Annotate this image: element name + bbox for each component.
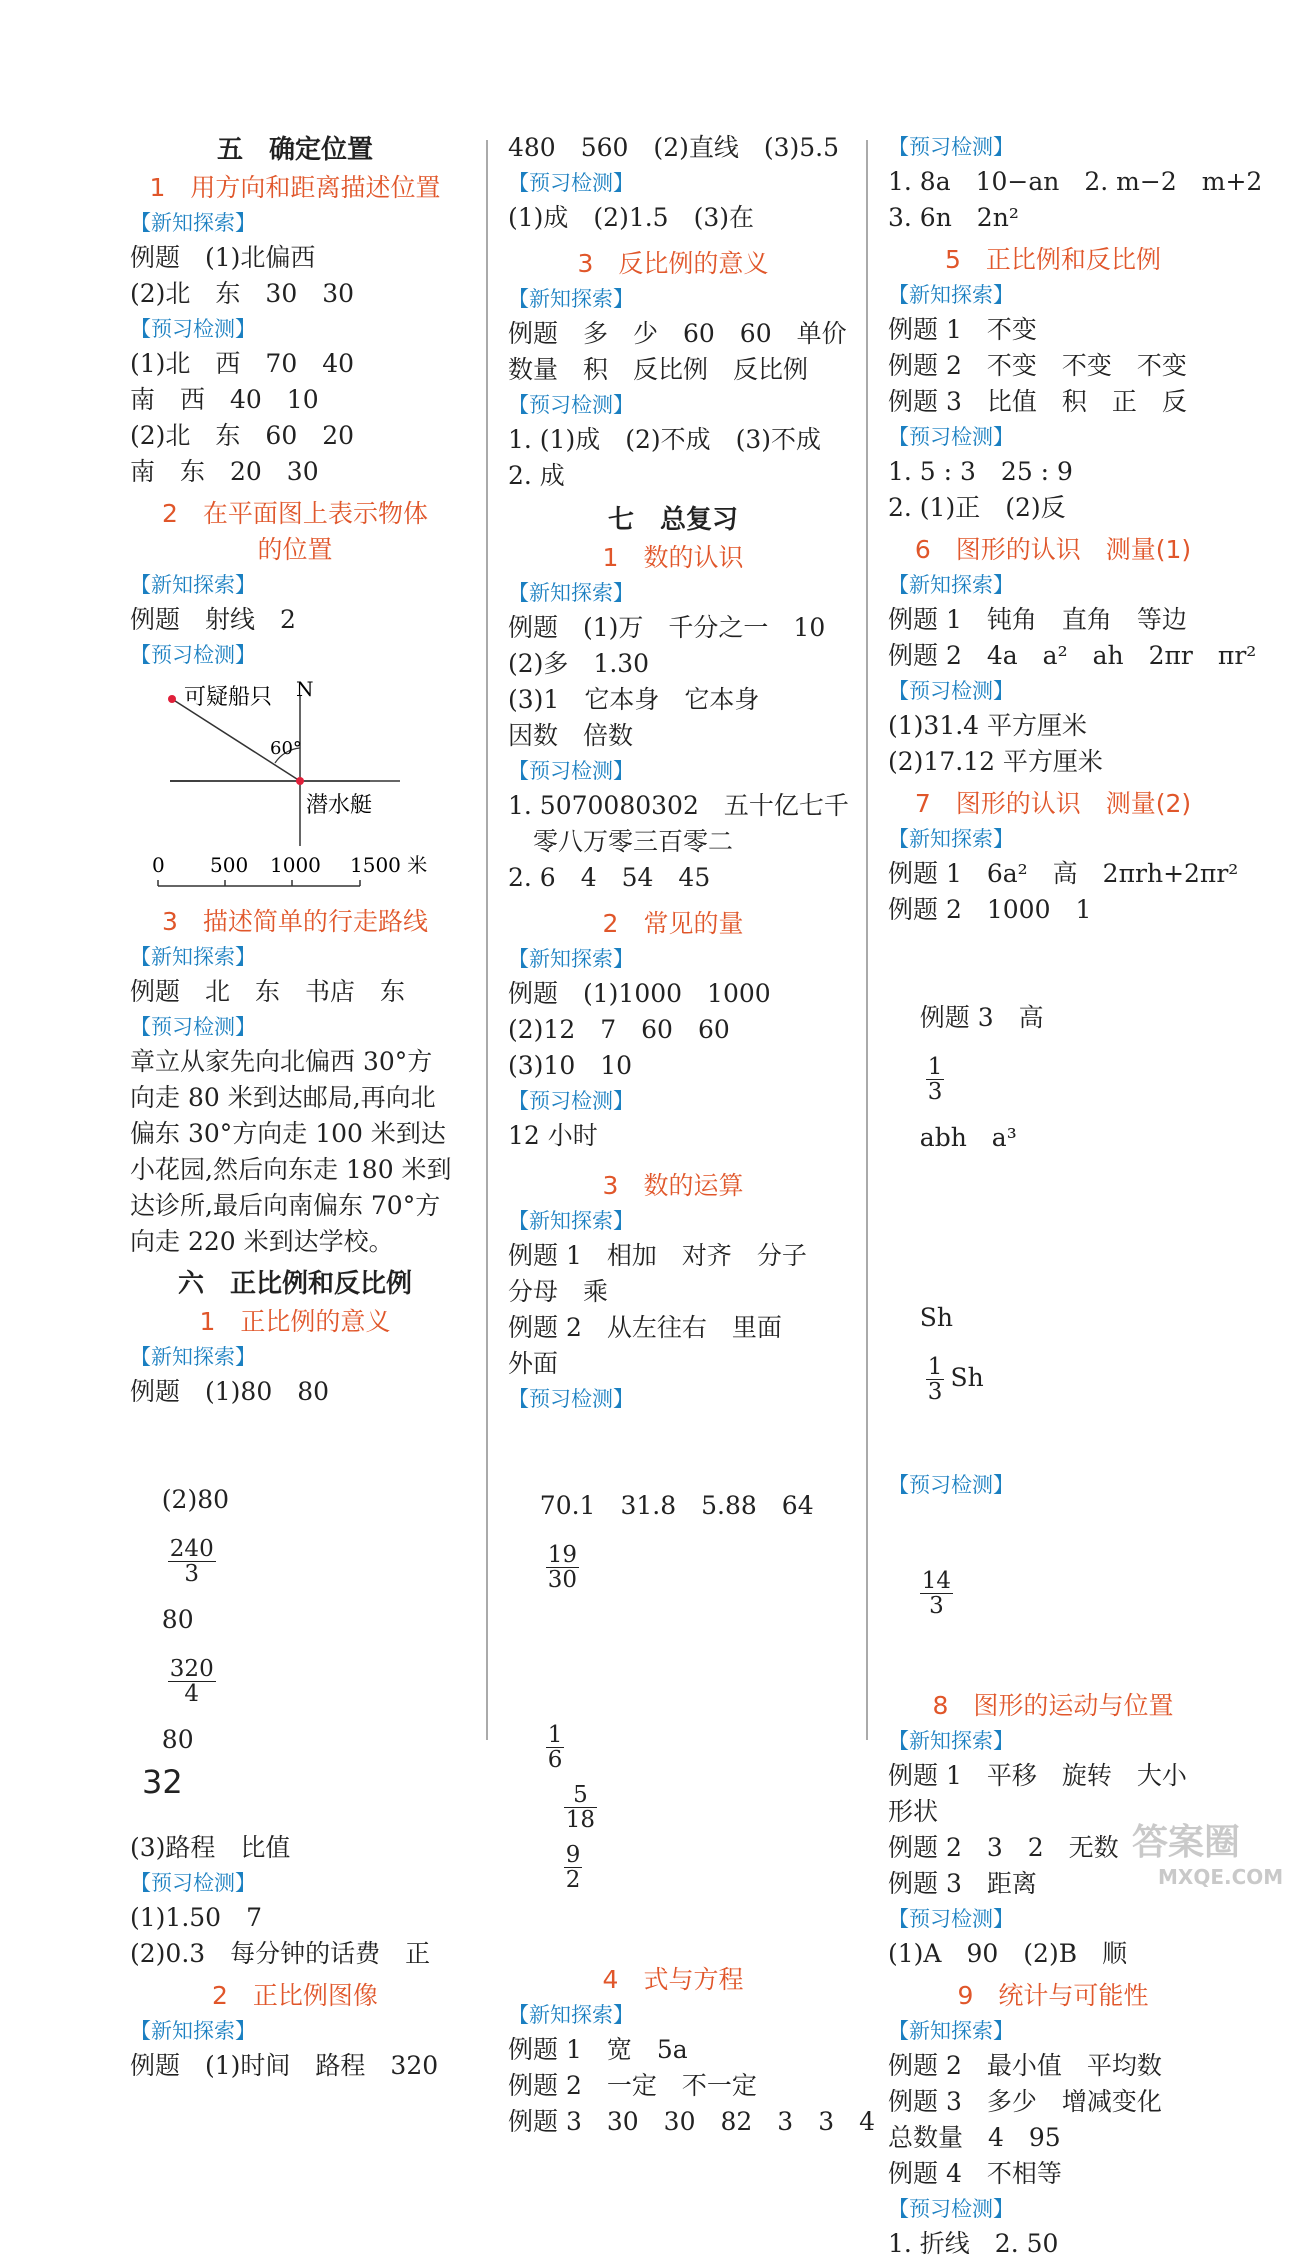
paragraph-line: 小花园,然后向东走 180 米到 (130, 1155, 452, 1184)
answer-line: 3. 6n 2n² (888, 203, 1019, 232)
answer-line: 1. (1)成 (2)不成 (3)不成 (508, 425, 822, 454)
section-title: 8 图形的运动与位置 (932, 1691, 1174, 1720)
answer-line: (3)路程 比值 (130, 1833, 291, 1862)
fraction (168, 1537, 216, 1586)
section-tag: 【预习检测】 (888, 1473, 1014, 1497)
watermark-url: MXQE.COM (1158, 1865, 1284, 1889)
numerator: 19 (547, 1542, 578, 1568)
section-tag: 【新知探索】 (888, 1729, 1014, 1753)
scale-label: 500 (210, 853, 249, 877)
fraction-line-text: (2)80 (161, 1485, 230, 1514)
fraction-line-text: 80 (161, 1725, 194, 1754)
paragraph-line: 章立从家先向北偏西 30°方 (130, 1047, 433, 1076)
answer-line: 2. 成 (508, 461, 565, 490)
paragraph-line: 向走 80 米到达邮局,再向北 (130, 1083, 436, 1112)
numerator: 1 (927, 1354, 943, 1380)
section-title: 1 用方向和距离描述位置 (149, 173, 441, 202)
fraction-line (888, 1228, 1218, 1468)
section-title: 2 在平面图上表示物体 (162, 499, 428, 528)
denominator: 30 (547, 1567, 578, 1593)
scale-label: 0 (152, 853, 165, 877)
denominator: 6 (547, 1747, 563, 1773)
answer-line: 1. 5070080302 五十亿七千 (508, 791, 849, 820)
section-title: 7 图形的认识 测量(2) (914, 789, 1192, 818)
answer-line: 零八万零三百零二 (508, 827, 734, 856)
numerator: 240 (169, 1536, 214, 1562)
fraction (926, 1355, 945, 1404)
ship-label: 可疑船只 (184, 685, 273, 710)
section-title: 4 式与方程 (602, 1965, 744, 1994)
section-tag: 【新知探索】 (130, 211, 256, 235)
section-tag: 【预习检测】 (888, 679, 1014, 703)
denominator: 3 (184, 1561, 200, 1587)
watermark-logo (1128, 1810, 1298, 1890)
section-tag: 【预习检测】 (130, 1015, 256, 1039)
answer-line: 1. 折线 2. 50 (888, 2229, 1059, 2258)
denominator: 18 (565, 1807, 596, 1833)
fraction (564, 1843, 583, 1892)
section-tag: 【新知探索】 (508, 2003, 634, 2027)
north-label: N (296, 677, 314, 701)
answer-line: 例题 2 3 2 无数 (888, 1833, 1119, 1862)
answer-line: (1)1.50 7 (130, 1903, 262, 1932)
section-title-cont: 的位置 (257, 535, 333, 564)
section-tag: 【新知探索】 (130, 2019, 256, 2043)
fraction-line-text: 70.1 31.8 5.88 64 (539, 1491, 814, 1520)
section-title: 2 正比例图像 (212, 1981, 378, 2010)
column-2 (508, 130, 876, 2140)
ship-point (168, 695, 176, 703)
numerator: 5 (564, 1783, 597, 1808)
section-title: 3 描述简单的行走路线 (162, 907, 428, 936)
answer-line: 例题 2 从左往右 里面 (508, 1313, 782, 1342)
section-title: 1 数的认识 (602, 543, 744, 572)
section-tag: 【新知探索】 (888, 827, 1014, 851)
answer-line: 外面 (508, 1349, 559, 1378)
answer-line: 1. 8a 10−an 2. m−2 m+2 (888, 167, 1263, 196)
watermark-text: 答案圈 (1132, 1822, 1241, 1863)
answer-line: 12 小时 (508, 1121, 598, 1150)
angle-label: 60° (270, 738, 302, 759)
answer-line: 总数量 4 95 (888, 2123, 1061, 2152)
answer-line: 例题 3 多少 增减变化 (888, 2087, 1162, 2116)
answer-line: (1)北 西 70 40 (130, 349, 355, 378)
section-title: 2 常见的量 (602, 909, 744, 938)
answer-line: 2. 6 4 54 45 (508, 863, 711, 892)
chapter-title: 七 总复习 (607, 505, 738, 535)
section-tag: 【新知探索】 (888, 2019, 1014, 2043)
column-divider-1 (486, 140, 488, 1740)
answer-line: 例题 (1)80 80 (130, 1377, 330, 1406)
fraction-line (888, 928, 1218, 1228)
section-title: 1 正比例的意义 (199, 1307, 391, 1336)
answer-line: 例题 1 6a² 高 2πrh+2πr² (888, 859, 1239, 888)
answer-line: (2)17.12 平方厘米 (888, 747, 1103, 776)
answer-line: (2)多 1.30 (508, 649, 650, 678)
submarine-label: 潜水艇 (306, 793, 373, 818)
section-tag: 【预习检测】 (508, 759, 634, 783)
numerator: 9 (565, 1842, 581, 1868)
fraction-line-text: Sh (919, 1303, 954, 1332)
answer-line: (2)12 7 60 60 (508, 1015, 730, 1044)
answer-line: 例题 2 一定 不一定 (508, 2071, 757, 2100)
section-tag: 【预习检测】 (888, 2197, 1014, 2221)
scale-label: 1000 (270, 853, 321, 877)
answer-line: 480 560 (2)直线 (3)5.5 (508, 133, 840, 162)
answer-line: 分母 乘 (508, 1277, 609, 1306)
answer-line: (2)0.3 每分钟的话费 正 (130, 1939, 431, 1968)
page-number: 32 (142, 1763, 183, 1801)
answer-line: (2)北 东 30 30 (130, 279, 355, 308)
answer-line: 例题 4 不相等 (888, 2159, 1062, 2188)
fraction-line-text: 例题 3 高 (919, 1003, 1044, 1032)
denominator: 3 (927, 1079, 943, 1105)
section-tag: 【新知探索】 (130, 1345, 256, 1369)
answer-line: 例题 2 最小值 平均数 (888, 2051, 1162, 2080)
section-title: 6 图形的认识 测量(1) (914, 535, 1192, 564)
section-tag: 【新知探索】 (508, 1209, 634, 1233)
section-tag: 【预习检测】 (508, 171, 634, 195)
section-tag: 【预习检测】 (888, 135, 1014, 159)
answer-line: 因数 倍数 (508, 721, 634, 750)
submarine-point (296, 777, 304, 785)
answer-line: 例题 (1)万 千分之一 10 (508, 613, 826, 642)
paragraph-line: 偏东 30°方向走 100 米到达 (130, 1119, 446, 1148)
paragraph-line: 达诊所,最后向南偏东 70°方 (130, 1191, 441, 1220)
answer-line: 例题 1 宽 5a (508, 2035, 688, 2064)
answer-line: (2)北 东 60 20 (130, 421, 355, 450)
section-tag: 【预习检测】 (508, 393, 634, 417)
answer-line: (1)成 (2)1.5 (3)在 (508, 203, 754, 232)
denominator: 4 (184, 1681, 200, 1707)
answer-line: 例题 2 1000 1 (888, 895, 1092, 924)
answer-line: 例题 1 钝角 直角 等边 (888, 605, 1187, 634)
section-tag: 【新知探索】 (508, 947, 634, 971)
answer-line: 例题 3 距离 (888, 1869, 1037, 1898)
section-tag: 【新知探索】 (508, 581, 634, 605)
fraction (546, 1543, 579, 1592)
fraction-line-text: Sh (950, 1363, 984, 1392)
answer-line: (3)1 它本身 它本身 (508, 685, 760, 714)
section-tag: 【新知探索】 (130, 945, 256, 969)
answer-line: 例题 (1)北偏西 (130, 243, 316, 272)
section-tag: 【新知探索】 (508, 287, 634, 311)
section-tag: 【新知探索】 (888, 283, 1014, 307)
chapter-title: 六 正比例和反比例 (177, 1269, 412, 1299)
paragraph-line: 向走 220 米到达学校。 (130, 1227, 394, 1256)
answer-line: 例题 (1)1000 1000 (508, 979, 771, 1008)
answer-line: 例题 1 不变 (888, 315, 1037, 344)
section-title: 9 统计与可能性 (957, 1981, 1149, 2010)
answer-line: 例题 3 比值 积 正 反 (888, 387, 1187, 416)
fraction (920, 1569, 953, 1618)
answer-line: 例题 北 东 书店 东 (130, 977, 406, 1006)
section-tag: 【新知探索】 (888, 573, 1014, 597)
section-tag: 【新知探索】 (130, 573, 256, 597)
fraction-line (888, 1502, 1218, 1682)
answer-line: 例题 1 相加 对齐 分子 (508, 1241, 807, 1270)
fraction-line-text: 80 (161, 1605, 194, 1634)
answer-line: 例题 3 30 30 82 3 3 4 (508, 2107, 876, 2136)
fraction (168, 1657, 216, 1706)
answer-line: (1)A 90 (2)B 顺 (888, 1939, 1128, 1968)
denominator: 3 (927, 1379, 943, 1405)
numerator: 1 (547, 1722, 563, 1748)
fraction (926, 1055, 945, 1104)
section-tag: 【预习检测】 (888, 425, 1014, 449)
section-title: 5 正比例和反比例 (945, 245, 1161, 274)
answer-line: 例题 多 少 60 60 单价 (508, 319, 847, 348)
section-tag: 【预习检测】 (130, 1871, 256, 1895)
section-tag: 【预习检测】 (508, 1089, 634, 1113)
denominator: 3 (929, 1593, 944, 1619)
fraction-line-text: abh a³ (919, 1123, 1017, 1152)
section-title: 3 数的运算 (602, 1171, 744, 1200)
position-diagram (130, 676, 460, 896)
fraction-line (508, 1416, 838, 1656)
denominator: 2 (565, 1867, 581, 1893)
section-title: 3 反比例的意义 (577, 249, 769, 278)
answer-line: 南 东 20 30 (130, 457, 319, 486)
answer-line: 南 西 40 10 (130, 385, 319, 414)
section-tag: 【预习检测】 (130, 643, 256, 667)
numerator: 320 (169, 1656, 214, 1682)
chapter-title: 五 确定位置 (216, 135, 373, 165)
section-tag: 【预习检测】 (130, 317, 256, 341)
scale-label: 1500 米 (350, 853, 428, 877)
answer-line: 形状 (888, 1797, 939, 1826)
answer-line: 2. (1)正 (2)反 (888, 493, 1066, 522)
answer-line: 例题 2 不变 不变 不变 (888, 351, 1187, 380)
answer-line: 例题 2 4a a² ah 2πr πr² (888, 641, 1257, 670)
answer-line: 例题 (1)时间 路程 320 (130, 2051, 439, 2080)
numerator: 1 (927, 1054, 943, 1080)
answer-line: 数量 积 反比例 反比例 (508, 355, 809, 384)
section-tag: 【预习检测】 (508, 1387, 634, 1411)
answer-line: 例题 射线 2 (130, 605, 296, 634)
column-divider-2 (866, 140, 868, 1740)
answer-line: (3)10 10 (508, 1051, 633, 1080)
fraction (546, 1723, 565, 1772)
section-tag: 【预习检测】 (888, 1907, 1014, 1931)
numerator: 14 (921, 1568, 952, 1594)
fraction-line (508, 1656, 838, 1956)
answer-line: 1. 5 : 3 25 : 9 (888, 457, 1073, 486)
answer-line: 例题 1 平移 旋转 大小 (888, 1761, 1187, 1790)
answer-line: (1)31.4 平方厘米 (888, 711, 1088, 740)
fraction (564, 1783, 597, 1832)
